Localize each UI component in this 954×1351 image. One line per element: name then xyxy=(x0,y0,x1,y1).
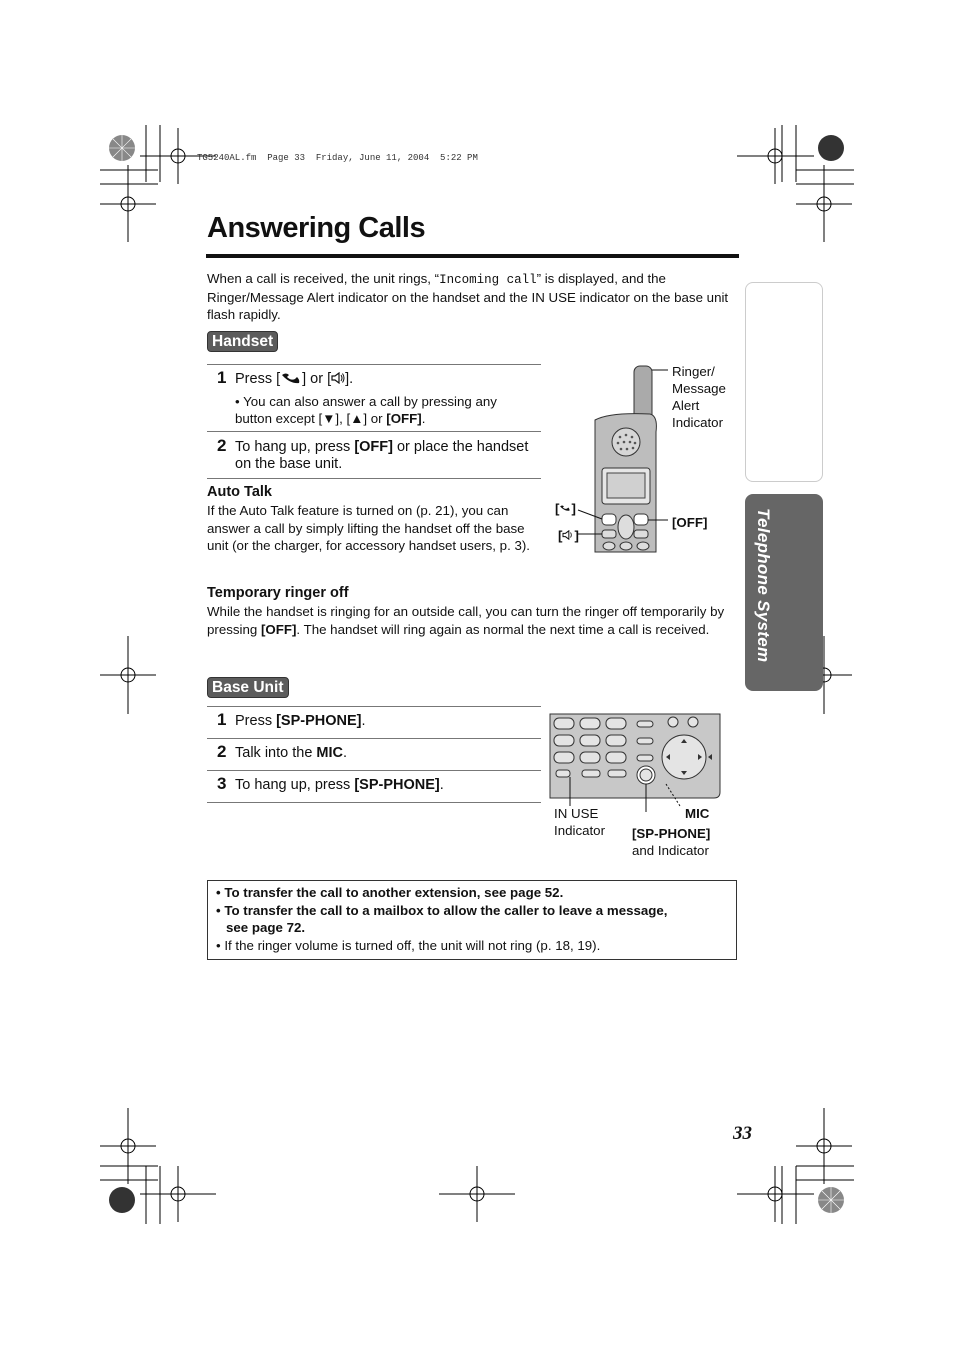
bullet-text-part: . xyxy=(421,411,426,426)
step-divider xyxy=(207,802,541,803)
step-number: 3 xyxy=(217,774,227,793)
handset-step-2-text xyxy=(235,439,535,473)
step-text-part: . xyxy=(343,745,348,761)
in-use-indicator-label: IN USE Indicator xyxy=(554,806,605,838)
intro-text-1: When a call is received, the unit rings, “ xyxy=(207,271,440,286)
step-divider xyxy=(207,431,541,432)
bracket-close: ] xyxy=(574,528,579,543)
auto-talk-heading: Auto Talk xyxy=(207,484,272,500)
talk-phone-icon xyxy=(559,503,571,513)
down-arrow-key: ▼ xyxy=(322,411,336,426)
para-text-part: . The handset will ring again as normal the next time a call is received. xyxy=(296,621,710,637)
bracket-open: [ xyxy=(555,501,560,516)
step-divider xyxy=(207,738,541,739)
bullet-text-part: ] or xyxy=(363,411,387,426)
step-divider xyxy=(207,364,541,365)
base-step-1-text xyxy=(235,713,366,730)
talk-phone-icon xyxy=(280,372,302,384)
step-text-part: To hang up, press xyxy=(235,439,355,455)
sp-phone-key: [SP-PHONE] xyxy=(276,713,362,729)
speakerphone-button-label xyxy=(558,527,579,544)
incoming-call-display-text: Incoming call xyxy=(439,273,537,287)
side-tab-blank xyxy=(745,282,823,482)
base-unit-illustration xyxy=(548,712,723,812)
speakerphone-icon xyxy=(562,530,574,540)
off-key: [OFF] xyxy=(354,439,393,455)
base-step-2-text xyxy=(235,745,347,762)
base-step-3-text xyxy=(235,777,444,794)
temporary-ringer-heading: Temporary ringer off xyxy=(207,585,349,601)
step-text-part: ]. xyxy=(345,371,354,387)
handset-section-badge xyxy=(207,331,278,352)
step-text-part: . xyxy=(361,713,366,729)
side-tab-label: Telephone System xyxy=(754,508,773,663)
auto-talk-text: If the Auto Talk feature is turned on (p. 21), you can answer a call by simply lifting the handset off the base unit (or the charger, for accessory handset users, p. 3). xyxy=(207,503,530,553)
note-transfer-mailbox-cont: see page 72. xyxy=(226,920,306,935)
mic-label: MIC xyxy=(316,745,344,761)
step-divider xyxy=(207,478,541,479)
step-text-part: ] or [ xyxy=(302,371,332,387)
step-number: 1 xyxy=(217,710,227,729)
sp-phone-key: [SP-PHONE] xyxy=(354,777,440,793)
step-text-part: Press [ xyxy=(235,371,281,387)
step-text-part: Press xyxy=(235,713,277,729)
file-info-header: TG5240AL.fm Page 33 Friday, June 11, 2004 5:22 PM xyxy=(197,153,478,163)
step-text-part: or place the handset on the base unit. xyxy=(235,439,529,472)
step-text-part: To hang up, press xyxy=(235,777,355,793)
mic-figure-label: MIC xyxy=(685,806,710,821)
note-transfer-extension: • To transfer the call to another extension, see page 52. xyxy=(216,885,564,900)
note-transfer-mailbox: • To transfer the call to a mailbox to allow the caller to leave a message, xyxy=(216,903,668,918)
handset-step-1-bullet xyxy=(235,393,535,427)
step-divider xyxy=(207,770,541,771)
off-key: [OFF] xyxy=(260,621,297,637)
speakerphone-icon xyxy=(331,372,345,384)
off-key: [OFF] xyxy=(386,411,422,426)
bracket-open: [ xyxy=(558,528,563,543)
step-number: 2 xyxy=(217,742,227,761)
handset-badge-label: Handset xyxy=(207,331,278,352)
step-number: 1 xyxy=(217,368,227,387)
ringer-indicator-label: Ringer/ Message Alert Indicator xyxy=(672,364,726,430)
sp-phone-figure-label: [SP-PHONE] xyxy=(632,826,711,841)
talk-button-label xyxy=(555,500,576,517)
page-number: 33 xyxy=(733,1123,752,1144)
intro-paragraph xyxy=(207,270,737,323)
off-button-label: [OFF] xyxy=(672,515,708,530)
handset-step-1-text xyxy=(235,371,353,388)
title-rule xyxy=(206,254,739,258)
base-unit-section-badge xyxy=(207,677,289,698)
bracket-close: ] xyxy=(571,501,576,516)
step-text-part: Talk into the xyxy=(235,745,317,761)
intro-text-2: ” is displayed, and the Ringer/Message Alert indicator on the handset and the IN USE indicator on the base unit flash rapidly. xyxy=(207,271,729,322)
base-unit-badge-label: Base Unit xyxy=(207,677,289,698)
bullet-text-part: ], [ xyxy=(335,411,351,426)
step-text-part: . xyxy=(439,777,444,793)
up-arrow-key: ▲ xyxy=(350,411,364,426)
note-ringer-volume: • If the ringer volume is turned off, the unit will not ring (p. 18, 19). xyxy=(216,938,601,953)
bullet-text-part: • You can also answer a call by pressing any button except [ xyxy=(235,394,497,426)
temporary-ringer-text xyxy=(207,603,737,638)
step-divider xyxy=(207,706,541,707)
page-title: Answering Calls xyxy=(207,212,426,244)
step-number: 2 xyxy=(217,436,227,455)
para-text-part: While the handset is ringing for an outside call, you can turn the ringer off temporarily by pressing xyxy=(207,604,725,637)
sp-phone-indicator-label: and Indicator xyxy=(632,843,709,858)
